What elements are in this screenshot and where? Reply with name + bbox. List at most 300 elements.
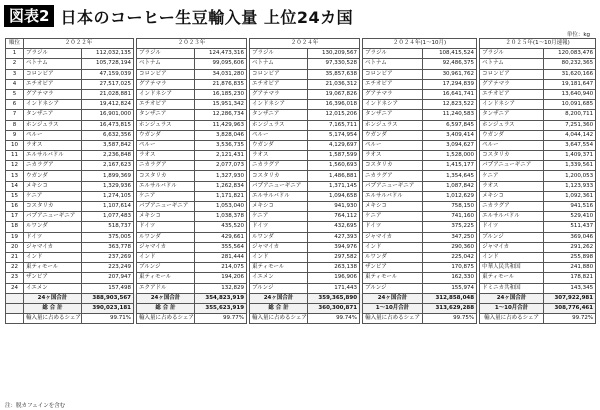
country-cell: インド — [24, 252, 82, 262]
country-cell: ホンジュラス — [363, 120, 423, 130]
country-cell: ケニア — [137, 191, 195, 201]
volume-cell: 263,138 — [308, 263, 360, 273]
total-value: 355,623,919 — [195, 303, 247, 313]
volume-cell: 1,327,930 — [195, 171, 247, 181]
volume-cell: 1,354,645 — [423, 171, 477, 181]
subtotal-value: 312,858,048 — [423, 293, 477, 303]
table-row — [6, 161, 596, 171]
country-cell: 東ティモール — [24, 263, 82, 273]
volume-cell: 171,443 — [308, 283, 360, 293]
country-cell: ドイツ — [24, 232, 82, 242]
volume-cell: 157,498 — [82, 283, 134, 293]
volume-cell: 143,345 — [544, 283, 596, 293]
volume-cell: 1,371,145 — [308, 181, 360, 191]
country-cell: パプアニューギニア — [250, 181, 308, 191]
rank-cell: 11 — [6, 151, 24, 161]
country-cell: ケニア — [363, 212, 423, 222]
country-cell: エルサルバドル — [480, 212, 544, 222]
header-2023: ２０２３年 — [137, 39, 247, 49]
country-cell: ベトナム — [363, 59, 423, 69]
volume-cell: 17,294,839 — [423, 79, 477, 89]
volume-cell: 34,031,280 — [195, 69, 247, 79]
country-cell: メキシコ — [250, 202, 308, 212]
volume-cell: 97,330,528 — [308, 59, 360, 69]
country-cell: メキシコ — [480, 191, 544, 201]
table-row — [6, 263, 596, 273]
country-cell: ドイツ — [363, 222, 423, 232]
country-cell: 中華人民共和国 — [480, 263, 544, 273]
volume-cell: 1,528,000 — [423, 151, 477, 161]
total-label: 総 合 計 — [250, 303, 308, 313]
volume-cell: 108,415,524 — [423, 49, 477, 59]
country-cell: ドイツ — [250, 222, 308, 232]
volume-cell: 10,091,685 — [544, 100, 596, 110]
country-cell: 東ティモール — [480, 273, 544, 283]
volume-cell: 237,269 — [82, 252, 134, 262]
country-cell: インドネシア — [363, 100, 423, 110]
country-cell: ザンビア — [24, 273, 82, 283]
volume-cell: 3,536,735 — [195, 140, 247, 150]
volume-cell: 347,250 — [423, 232, 477, 242]
country-cell: ルワンダ — [363, 252, 423, 262]
country-cell: ブルンジ — [363, 283, 423, 293]
total-label: 総 合 計 — [137, 303, 195, 313]
volume-cell: 225,042 — [423, 252, 477, 262]
header-2024-partial: ２０２４年(1〜10月) — [363, 39, 477, 49]
volume-cell: 2,236,848 — [82, 151, 134, 161]
volume-cell: 132,829 — [195, 283, 247, 293]
country-cell: エルサルバドル — [363, 191, 423, 201]
header-2025-partial: ２０２５年(1〜10月速報) — [480, 39, 596, 49]
volume-cell: 112,032,135 — [82, 49, 134, 59]
subtotal-label: 24ヶ国合計 — [480, 293, 544, 303]
country-cell: ニカラグア — [363, 171, 423, 181]
country-cell: メキシコ — [363, 202, 423, 212]
volume-cell: 7,165,711 — [308, 120, 360, 130]
volume-cell: 16,185,230 — [195, 89, 247, 99]
volume-cell: 1,409,371 — [544, 151, 596, 161]
table-row — [6, 151, 596, 161]
rank-cell: 18 — [6, 222, 24, 232]
volume-cell: 12,015,206 — [308, 110, 360, 120]
volume-cell: 99,095,606 — [195, 59, 247, 69]
rank-cell: 12 — [6, 161, 24, 171]
volume-cell: 5,174,954 — [308, 130, 360, 140]
table-row — [6, 252, 596, 262]
volume-cell: 281,444 — [195, 252, 247, 262]
volume-cell: 1,415,177 — [423, 161, 477, 171]
country-cell: ペルー — [363, 140, 423, 150]
volume-cell: 80,232,365 — [544, 59, 596, 69]
country-cell: ザンビア — [363, 263, 423, 273]
country-cell: エチオピア — [480, 89, 544, 99]
rank-cell: 16 — [6, 202, 24, 212]
table-row — [6, 130, 596, 140]
country-cell: ニカラグア — [24, 161, 82, 171]
country-cell: コロンビア — [480, 69, 544, 79]
country-cell: エチオピア — [363, 79, 423, 89]
country-cell: 東ティモール — [250, 263, 308, 273]
country-cell: ジャマイカ — [24, 242, 82, 252]
share-value: 99.77% — [195, 314, 247, 324]
rank-cell: 13 — [6, 171, 24, 181]
country-cell: ジャマイカ — [480, 242, 544, 252]
volume-cell: 1,012,629 — [423, 191, 477, 201]
volume-cell: 3,094,627 — [423, 140, 477, 150]
volume-cell: 1,262,834 — [195, 181, 247, 191]
volume-cell: 27,517,025 — [82, 79, 134, 89]
volume-cell: 214,075 — [195, 263, 247, 273]
country-cell: インド — [137, 252, 195, 262]
share-label: 輸入量に占めるシェア — [137, 314, 195, 324]
country-cell: エチオピア — [250, 79, 308, 89]
country-cell: ウガンダ — [480, 130, 544, 140]
country-cell: ケニア — [24, 191, 82, 201]
country-cell: ドイツ — [480, 222, 544, 232]
volume-cell: 105,728,194 — [82, 59, 134, 69]
country-cell: ジャマイカ — [137, 242, 195, 252]
country-cell: ブラジル — [24, 49, 82, 59]
country-cell: エクアドル — [137, 283, 195, 293]
country-cell: インド — [480, 252, 544, 262]
country-cell: グアテマラ — [24, 89, 82, 99]
share-row — [6, 314, 596, 324]
volume-cell: 369,046 — [544, 232, 596, 242]
table-row — [6, 59, 596, 69]
table-row — [6, 283, 596, 293]
volume-cell: 207,947 — [82, 273, 134, 283]
country-cell: ペルー — [250, 130, 308, 140]
country-cell: コロンビア — [363, 69, 423, 79]
total-label: 1〜10月合計 — [480, 303, 544, 313]
share-label: 輸入量に占めるシェア — [24, 314, 82, 324]
country-cell: コロンビア — [137, 69, 195, 79]
country-cell: インドネシア — [24, 100, 82, 110]
country-cell: ラオス — [24, 140, 82, 150]
volume-cell: 130,209,567 — [308, 49, 360, 59]
total-row — [6, 303, 596, 313]
country-cell: ジャマイカ — [363, 232, 423, 242]
country-cell: ベトナム — [480, 59, 544, 69]
rank-cell: 21 — [6, 252, 24, 262]
country-cell: 東ティモール — [137, 273, 195, 283]
subtotal-value: 388,903,567 — [82, 293, 134, 303]
volume-cell: 16,473,815 — [82, 120, 134, 130]
country-cell: ウガンダ — [137, 130, 195, 140]
country-cell: ルワンダ — [250, 232, 308, 242]
volume-cell: 16,396,018 — [308, 100, 360, 110]
country-cell: ウガンダ — [24, 171, 82, 181]
country-cell: コスタリカ — [137, 171, 195, 181]
subtotal-value: 307,922,981 — [544, 293, 596, 303]
country-cell: ペルー — [137, 140, 195, 150]
share-value: 99.75% — [423, 314, 477, 324]
country-cell: イエメン — [250, 273, 308, 283]
header-2022: ２０２２年 — [24, 39, 134, 49]
rank-cell: 7 — [6, 110, 24, 120]
country-cell: エチオピア — [24, 79, 82, 89]
country-cell: メキシコ — [24, 181, 82, 191]
volume-cell: 13,640,940 — [544, 89, 596, 99]
table-row — [6, 273, 596, 283]
country-cell: グアテマラ — [480, 79, 544, 89]
volume-cell: 1,339,561 — [544, 161, 596, 171]
rank-cell: 19 — [6, 232, 24, 242]
rank-cell: 20 — [6, 242, 24, 252]
volume-cell: 241,880 — [544, 263, 596, 273]
subtotal-label: 24ヶ国合計 — [363, 293, 423, 303]
header-rank: 順位 — [6, 39, 24, 49]
country-cell: ブラジル — [363, 49, 423, 59]
subtotal-label: 24ヶ国合計 — [250, 293, 308, 303]
total-value: 308,776,461 — [544, 303, 596, 313]
subtotal-label: 24ヶ国合計 — [137, 293, 195, 303]
volume-cell: 3,647,554 — [544, 140, 596, 150]
page-header — [4, 4, 353, 28]
volume-cell: 3,409,414 — [423, 130, 477, 140]
volume-cell: 4,129,697 — [308, 140, 360, 150]
volume-cell: 941,516 — [544, 202, 596, 212]
volume-cell: 155,974 — [423, 283, 477, 293]
volume-cell: 941,930 — [308, 202, 360, 212]
volume-cell: 16,641,741 — [423, 89, 477, 99]
total-value: 313,629,288 — [423, 303, 477, 313]
rank-cell: 4 — [6, 79, 24, 89]
volume-cell: 427,393 — [308, 232, 360, 242]
volume-cell: 7,251,360 — [544, 120, 596, 130]
country-cell: ホンジュラス — [24, 120, 82, 130]
volume-cell: 1,274,105 — [82, 191, 134, 201]
country-cell: ベトナム — [250, 59, 308, 69]
country-cell: コロンビア — [24, 69, 82, 79]
table-row — [6, 242, 596, 252]
volume-cell: 3,587,842 — [82, 140, 134, 150]
country-cell: インド — [363, 242, 423, 252]
total-value: 390,023,181 — [82, 303, 134, 313]
country-cell: ドイツ — [137, 222, 195, 232]
total-label: 1〜10月合計 — [363, 303, 423, 313]
table-row — [6, 79, 596, 89]
country-cell: グアテマラ — [250, 89, 308, 99]
rank-cell: 22 — [6, 263, 24, 273]
header-2024: ２０２４年 — [250, 39, 360, 49]
share-value: 99.72% — [544, 314, 596, 324]
country-cell: タンザニア — [363, 110, 423, 120]
volume-cell: 1,038,378 — [195, 212, 247, 222]
unit-label: 単位：kg — [566, 32, 590, 38]
volume-cell: 196,906 — [308, 273, 360, 283]
table-row — [6, 69, 596, 79]
country-cell: ケニア — [250, 212, 308, 222]
volume-cell: 1,200,053 — [544, 171, 596, 181]
volume-cell: 363,778 — [82, 242, 134, 252]
table-header-row — [6, 39, 596, 49]
country-cell: パプアニューギニア — [480, 161, 544, 171]
volume-cell: 375,225 — [423, 222, 477, 232]
rank-cell: 15 — [6, 191, 24, 201]
share-label: 輸入量に占めるシェア — [250, 314, 308, 324]
country-cell: パプアニューギニア — [24, 212, 82, 222]
volume-cell: 758,150 — [423, 202, 477, 212]
page-title: 日本のコーヒー生豆輸入量 上位24カ国 — [60, 7, 354, 27]
table-row — [6, 110, 596, 120]
volume-cell: 432,695 — [308, 222, 360, 232]
rank-cell: 1 — [6, 49, 24, 59]
country-cell: ホンジュラス — [250, 120, 308, 130]
country-cell: ペルー — [480, 140, 544, 150]
country-cell: エチオピア — [137, 100, 195, 110]
country-cell: コスタリカ — [24, 202, 82, 212]
country-cell: ホンジュラス — [480, 120, 544, 130]
volume-cell: 223,249 — [82, 263, 134, 273]
subtotal-value: 359,365,890 — [308, 293, 360, 303]
country-cell: ベトナム — [137, 59, 195, 69]
country-cell: インドネシア — [480, 100, 544, 110]
rank-cell: 24 — [6, 283, 24, 293]
country-cell: インドネシア — [137, 89, 195, 99]
table-row — [6, 191, 596, 201]
country-cell: ブルンジ — [137, 263, 195, 273]
country-cell: ラオス — [250, 151, 308, 161]
volume-cell: 19,412,824 — [82, 100, 134, 110]
country-cell: タンザニア — [137, 110, 195, 120]
table-row — [6, 181, 596, 191]
table-row — [6, 222, 596, 232]
volume-cell: 3,828,046 — [195, 130, 247, 140]
country-cell: グアテマラ — [363, 89, 423, 99]
volume-cell: 1,053,040 — [195, 202, 247, 212]
table-row — [6, 89, 596, 99]
volume-cell: 19,181,647 — [544, 79, 596, 89]
country-cell: エルサルバドル — [250, 191, 308, 201]
country-cell: ブラジル — [250, 49, 308, 59]
rank-cell: 5 — [6, 89, 24, 99]
figure-badge: 図表2 — [4, 5, 54, 27]
volume-cell: 1,107,614 — [82, 202, 134, 212]
volume-cell: 124,473,316 — [195, 49, 247, 59]
volume-cell: 290,360 — [423, 242, 477, 252]
country-cell: ニカラグア — [480, 202, 544, 212]
volume-cell: 1,077,483 — [82, 212, 134, 222]
volume-cell: 355,564 — [195, 242, 247, 252]
volume-cell: 170,875 — [423, 263, 477, 273]
country-cell: コロンビア — [250, 69, 308, 79]
volume-cell: 2,121,431 — [195, 151, 247, 161]
subtotal-label: 24ヶ国合計 — [24, 293, 82, 303]
volume-cell: 31,620,166 — [544, 69, 596, 79]
country-cell: ウガンダ — [363, 130, 423, 140]
volume-cell: 297,582 — [308, 252, 360, 262]
volume-cell: 2,167,623 — [82, 161, 134, 171]
volume-cell: 1,560,693 — [308, 161, 360, 171]
volume-cell: 30,961,762 — [423, 69, 477, 79]
volume-cell: 47,159,039 — [82, 69, 134, 79]
country-cell: ブルンジ — [480, 232, 544, 242]
country-cell: パプアニューギニア — [137, 202, 195, 212]
import-table — [5, 38, 596, 324]
volume-cell: 1,094,658 — [308, 191, 360, 201]
country-cell: パプアニューギニア — [363, 181, 423, 191]
country-cell: ベトナム — [24, 59, 82, 69]
country-cell: タンザニア — [24, 110, 82, 120]
volume-cell: 4,044,142 — [544, 130, 596, 140]
volume-cell: 1,171,821 — [195, 191, 247, 201]
rank-cell: 17 — [6, 212, 24, 222]
volume-cell: 120,083,476 — [544, 49, 596, 59]
volume-cell: 11,240,583 — [423, 110, 477, 120]
country-cell: コスタリカ — [250, 171, 308, 181]
subtotal-row — [6, 293, 596, 303]
volume-cell: 1,486,881 — [308, 171, 360, 181]
volume-cell: 1,087,842 — [423, 181, 477, 191]
table-row — [6, 140, 596, 150]
rank-cell: 14 — [6, 181, 24, 191]
volume-cell: 518,737 — [82, 222, 134, 232]
rank-cell: 23 — [6, 273, 24, 283]
rank-cell: 2 — [6, 59, 24, 69]
volume-cell: 511,437 — [544, 222, 596, 232]
country-cell: インド — [250, 252, 308, 262]
volume-cell: 1,899,369 — [82, 171, 134, 181]
table-row — [6, 100, 596, 110]
subtotal-value: 354,823,919 — [195, 293, 247, 303]
share-label: 輸入量に占めるシェア — [480, 314, 544, 324]
volume-cell: 2,077,073 — [195, 161, 247, 171]
country-cell: ニカラグア — [137, 161, 195, 171]
volume-cell: 1,587,599 — [308, 151, 360, 161]
volume-cell: 162,330 — [423, 273, 477, 283]
footnote: 注：脱カフェインを含む — [5, 403, 66, 409]
country-cell: メキシコ — [137, 212, 195, 222]
share-label: 輸入量に占めるシェア — [363, 314, 423, 324]
volume-cell: 375,005 — [82, 232, 134, 242]
country-cell: ペルー — [24, 130, 82, 140]
country-cell: ブルンジ — [250, 283, 308, 293]
volume-cell: 11,429,963 — [195, 120, 247, 130]
volume-cell: 12,286,734 — [195, 110, 247, 120]
rank-cell: 3 — [6, 69, 24, 79]
country-cell: イエメン — [24, 283, 82, 293]
country-cell: エルサルバドル — [137, 181, 195, 191]
table-row — [6, 120, 596, 130]
country-cell: タンザニア — [250, 110, 308, 120]
country-cell: エルサルバドル — [24, 151, 82, 161]
share-value: 99.74% — [308, 314, 360, 324]
volume-cell: 529,410 — [544, 212, 596, 222]
country-cell: コスタリカ — [480, 151, 544, 161]
rank-cell: 8 — [6, 120, 24, 130]
country-cell: タンザニア — [480, 110, 544, 120]
country-cell: 東ティモール — [363, 273, 423, 283]
country-cell: ドミニカ共和国 — [480, 283, 544, 293]
volume-cell: 21,036,312 — [308, 79, 360, 89]
volume-cell: 435,520 — [195, 222, 247, 232]
country-cell: ホンジュラス — [137, 120, 195, 130]
volume-cell: 1,123,933 — [544, 181, 596, 191]
volume-cell: 178,821 — [544, 273, 596, 283]
country-cell: ラオス — [137, 151, 195, 161]
country-cell: ラオス — [480, 181, 544, 191]
country-cell: ウガンダ — [250, 140, 308, 150]
volume-cell: 21,876,835 — [195, 79, 247, 89]
volume-cell: 92,486,375 — [423, 59, 477, 69]
volume-cell: 394,976 — [308, 242, 360, 252]
country-cell: ジャマイカ — [250, 242, 308, 252]
volume-cell: 1,329,936 — [82, 181, 134, 191]
total-label: 総 合 計 — [24, 303, 82, 313]
volume-cell: 19,067,826 — [308, 89, 360, 99]
volume-cell: 764,112 — [308, 212, 360, 222]
